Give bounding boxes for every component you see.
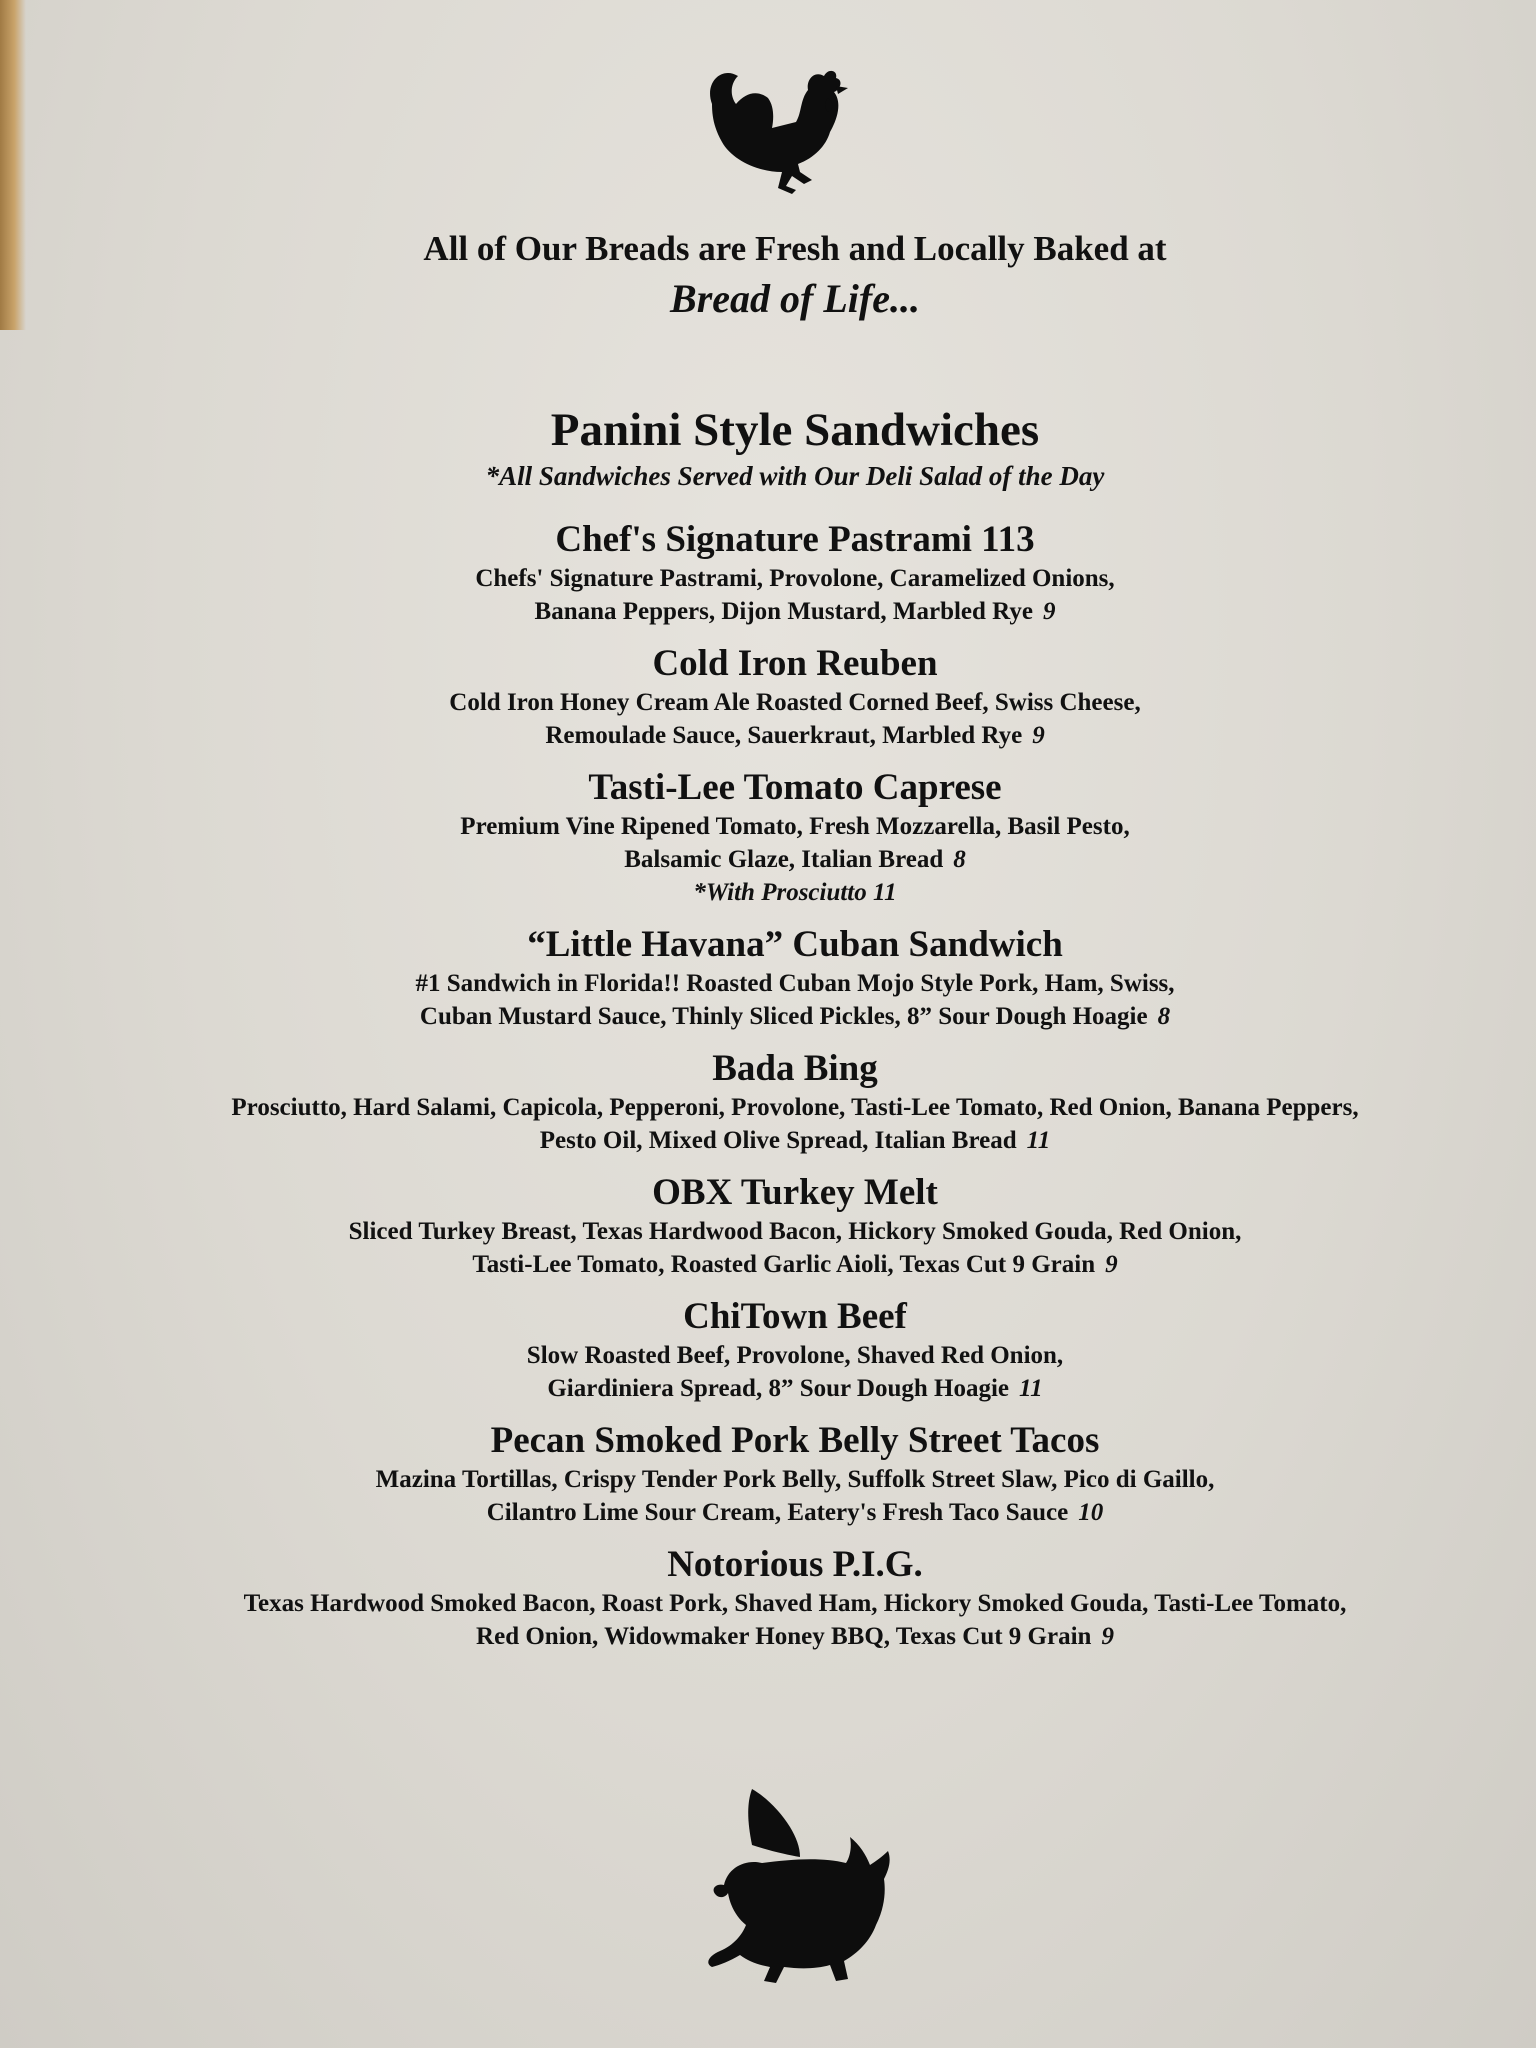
item-description-text: Cilantro Lime Sour Cream, Eatery's Fresh Taco Sauce — [486, 1499, 1069, 1526]
item-description: Cold Iron Honey Cream Ale Roasted Corned Beef, Swiss Cheese, — [449, 689, 1141, 716]
item-description: Mazina Tortillas, Crispy Tender Pork Belly, Suffolk Street Slaw, Pico di Gaillo, — [375, 1466, 1215, 1493]
item-description-text: Red Onion, Widowmaker Honey BBQ, Texas Cut 9 Grain — [476, 1623, 1092, 1650]
item-price: 11 — [1026, 1127, 1051, 1154]
item-description-continued — [0, 1372, 1536, 1405]
item-description-text: Giardiniera Spread, 8” Sour Dough Hoagie — [547, 1375, 1009, 1402]
item-name: Bada Bing — [712, 1048, 878, 1089]
section-title: Panini Style Sandwiches — [550, 404, 1040, 456]
item-description-continued — [0, 843, 1536, 876]
item-name: Cold Iron Reuben — [652, 643, 938, 684]
item-price: 9 — [1042, 598, 1056, 625]
item-description-continued — [0, 1124, 1536, 1157]
item-name: Notorious P.I.G. — [667, 1544, 923, 1585]
item-description: Prosciutto, Hard Salami, Capicola, Pepperoni, Provolone, Tasti-Lee Tomato, Red Onion, Banana Peppers, — [231, 1094, 1359, 1121]
rooster-icon — [700, 62, 860, 202]
item-description: Chefs' Signature Pastrami, Provolone, Caramelized Onions, — [475, 565, 1115, 592]
item-price: 8 — [1157, 1003, 1171, 1030]
item-description: Slow Roasted Beef, Provolone, Shaved Red Onion, — [526, 1342, 1064, 1369]
menu-item — [0, 1171, 1536, 1281]
intro-line: All of Our Breads are Fresh and Locally Baked at — [423, 229, 1167, 268]
item-description: Sliced Turkey Breast, Texas Hardwood Bacon, Hickory Smoked Gouda, Red Onion, — [348, 1218, 1242, 1245]
item-description-continued — [0, 595, 1536, 628]
item-description-continued — [0, 1620, 1536, 1653]
item-description: #1 Sandwich in Florida!! Roasted Cuban Mojo Style Pork, Ham, Swiss, — [415, 970, 1175, 997]
bakery-name: Bread of Life... — [670, 276, 920, 321]
item-price: 10 — [1078, 1499, 1104, 1526]
flying-pig-icon — [700, 1785, 900, 1995]
menu-item — [0, 518, 1536, 628]
item-description: Premium Vine Ripened Tomato, Fresh Mozzarella, Basil Pesto, — [460, 813, 1130, 840]
item-description-text: Cuban Mustard Sauce, Thinly Sliced Pickles, 8” Sour Dough Hoagie — [419, 1003, 1148, 1030]
item-name: Pecan Smoked Pork Belly Street Tacos — [490, 1420, 1100, 1461]
item-name: “Little Havana” Cuban Sandwich — [527, 924, 1063, 965]
bread-intro — [0, 226, 1536, 326]
menu-list — [0, 518, 1536, 1667]
item-price: 11 — [1019, 1375, 1043, 1402]
item-addon: *With Prosciutto 11 — [693, 879, 897, 906]
item-description-text: Balsamic Glaze, Italian Bread — [624, 846, 944, 873]
item-name: Tasti-Lee Tomato Caprese — [588, 767, 1002, 808]
item-description-continued — [0, 1248, 1536, 1281]
item-name: ChiTown Beef — [683, 1296, 907, 1337]
item-description-continued — [0, 1496, 1536, 1529]
item-description-text: Remoulade Sauce, Sauerkraut, Marbled Rye — [545, 722, 1023, 749]
item-price: 9 — [1101, 1623, 1114, 1650]
item-description-continued — [0, 719, 1536, 752]
item-name: OBX Turkey Melt — [652, 1172, 938, 1213]
menu-item — [0, 1295, 1536, 1405]
item-price: 9 — [1105, 1251, 1118, 1278]
item-name: Chef's Signature Pastrami 113 — [555, 519, 1035, 560]
menu-item — [0, 1047, 1536, 1157]
item-description-continued — [0, 1000, 1536, 1033]
item-price: 9 — [1032, 722, 1045, 749]
item-description-text: Tasti-Lee Tomato, Roasted Garlic Aioli, Texas Cut 9 Grain — [472, 1251, 1096, 1278]
section-note: *All Sandwiches Served with Our Deli Salad of the Day — [485, 461, 1105, 491]
item-description-text: Pesto Oil, Mixed Olive Spread, Italian Bread — [539, 1127, 1017, 1154]
item-description-text: Banana Peppers, Dijon Mustard, Marbled Rye — [534, 598, 1033, 625]
menu-item — [0, 1543, 1536, 1653]
item-description: Texas Hardwood Smoked Bacon, Roast Pork, Shaved Ham, Hickory Smoked Gouda, Tasti-Lee Tomato, — [243, 1590, 1347, 1617]
menu-item — [0, 923, 1536, 1033]
menu-item — [0, 766, 1536, 909]
menu-item — [0, 1419, 1536, 1529]
menu-item — [0, 642, 1536, 752]
item-price: 8 — [953, 846, 966, 873]
